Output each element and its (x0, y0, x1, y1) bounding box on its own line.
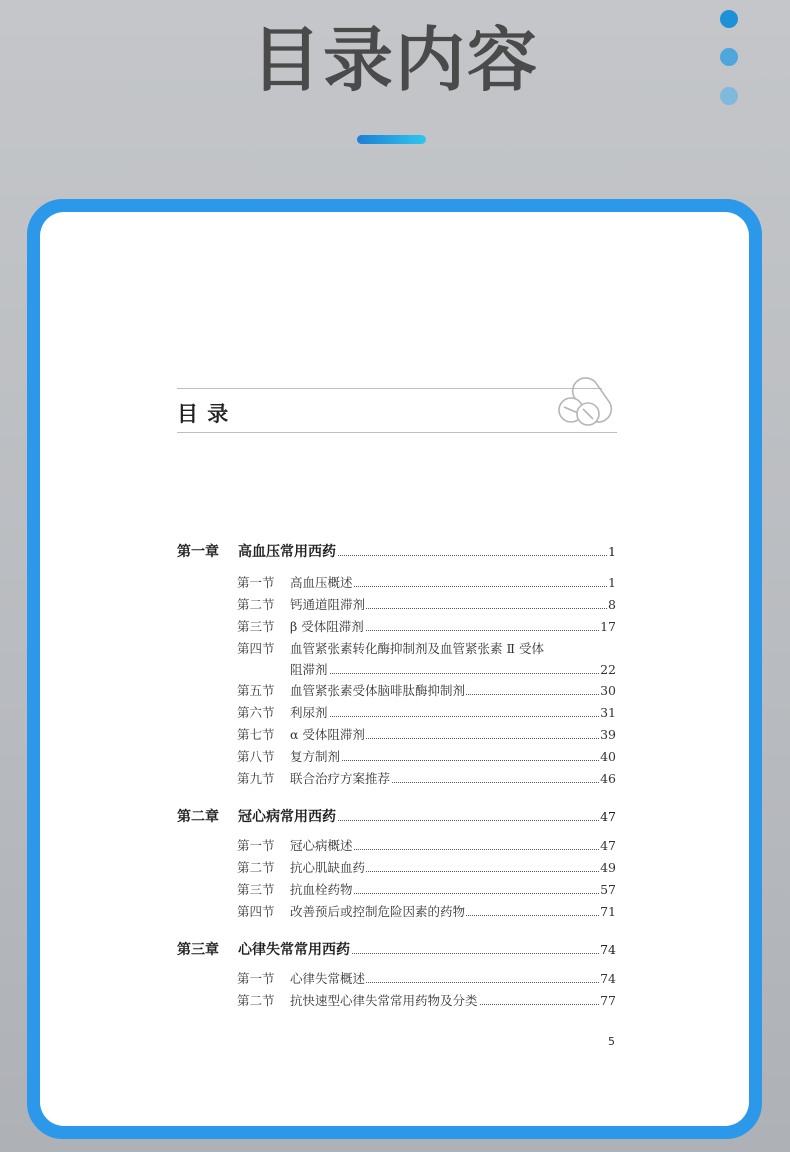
toc-entry-label: 第二节 (237, 597, 275, 612)
heading-top-rule (177, 388, 602, 389)
toc-entry-title: 血管紧张素转化酶抑制剂及血管紧张素 Ⅱ 受体 (290, 639, 545, 659)
toc-entry-title: β 受体阻滞剂 (290, 617, 365, 637)
toc-entry-label: 第七节 (237, 727, 275, 742)
toc-entry-label: 第九节 (237, 771, 275, 786)
toc-section-entry (40, 747, 749, 767)
dot-leader (290, 673, 609, 674)
toc-entry-title: 血管紧张素受体脑啡肽酶抑制剂 (290, 681, 466, 701)
toc-entry-title: 冠心病概述 (290, 836, 354, 856)
toc-entry-label: 第二章 (177, 809, 219, 825)
toc-chapter-entry (40, 940, 749, 960)
toc-entry-page: 1 (608, 542, 616, 562)
toc-entry-page: 22 (600, 660, 616, 680)
toc-section-entry (40, 703, 749, 723)
toc-entry-label: 第二节 (237, 860, 275, 875)
toc-section-entry (40, 902, 749, 922)
toc-entry-label: 第六节 (237, 705, 275, 720)
toc-entry-page: 31 (600, 703, 616, 723)
decorative-dot (720, 10, 738, 28)
toc-entry-title: 高血压概述 (290, 573, 354, 593)
toc-entry-label: 第二节 (237, 993, 275, 1008)
toc-entry-label: 第五节 (237, 683, 275, 698)
toc-entry-title: 抗快速型心律失常常用药物及分类 (290, 991, 479, 1011)
toc-section-entry (40, 639, 749, 659)
toc-section-entry (40, 617, 749, 637)
toc-entry-label: 第三节 (237, 619, 275, 634)
toc-entry-title: 冠心病常用西药 (238, 809, 336, 825)
toc-entry-title: 心律失常常用西药 (238, 942, 350, 958)
toc-entry-label: 第一节 (237, 971, 275, 986)
toc-entry-label: 第一节 (237, 575, 275, 590)
toc-entry-label: 第三章 (177, 942, 219, 958)
toc-entry-title: 联合治疗方案推荐 (290, 769, 391, 789)
toc-section-entry (40, 769, 749, 789)
toc-chapter-entry (40, 542, 749, 562)
toc-section-entry (40, 595, 749, 615)
toc-heading: 目 录 (177, 401, 230, 426)
toc-entry-label: 第四节 (237, 904, 275, 919)
toc-entry-page: 57 (600, 880, 616, 900)
toc-entry-label: 第八节 (237, 749, 275, 764)
toc-section-entry (40, 725, 749, 745)
toc-entry-page: 71 (600, 902, 616, 922)
pill-icon (553, 370, 619, 428)
toc-entry-title: 复方制剂 (290, 747, 341, 767)
toc-entry-page: 39 (600, 725, 616, 745)
toc-entry-label: 第一章 (177, 544, 219, 560)
toc-entry-label: 第一节 (237, 838, 275, 853)
toc-entry-title: 心律失常概述 (290, 969, 366, 989)
toc-entry-title: 钙通道阻滞剂 (290, 595, 366, 615)
book-page (40, 212, 749, 1126)
toc-entry-page: 47 (600, 807, 616, 827)
page-title: 目录内容 (251, 19, 539, 101)
toc-section-entry (40, 660, 749, 680)
toc-section-entry (40, 681, 749, 701)
toc-entry-title: 抗血栓药物 (290, 880, 354, 900)
toc-entry-page: 30 (600, 681, 616, 701)
toc-entry-page: 17 (600, 617, 616, 637)
toc-entry-page: 47 (600, 836, 616, 856)
toc-entry-title: 利尿剂 (290, 703, 329, 723)
toc-entry-title: 高血压常用西药 (238, 544, 336, 560)
toc-entry-page: 8 (608, 595, 616, 615)
toc-entry-page: 40 (600, 747, 616, 767)
toc-entry-label: 第三节 (237, 882, 275, 897)
toc-entry-page: 77 (600, 991, 616, 1011)
toc-entry-title: 抗心肌缺血药 (290, 858, 366, 878)
toc-section-entry (40, 836, 749, 856)
toc-entry-page: 74 (600, 940, 616, 960)
toc-entry-page: 1 (608, 573, 616, 593)
toc-section-entry (40, 991, 749, 1011)
toc-section-entry (40, 858, 749, 878)
title-accent-bar (357, 135, 426, 144)
toc-entry-page: 74 (600, 969, 616, 989)
toc-section-entry (40, 969, 749, 989)
toc-entry-title: 阻滞剂 (290, 660, 329, 680)
dot-leader (290, 716, 609, 717)
toc-entry-page: 46 (600, 769, 616, 789)
toc-entry-page: 49 (600, 858, 616, 878)
heading-bottom-rule (177, 432, 617, 433)
decorative-dot (720, 48, 738, 66)
toc-chapter-entry (40, 807, 749, 827)
page-number: 5 (608, 1035, 615, 1048)
toc-entry-title: 改善预后或控制危险因素的药物 (290, 902, 466, 922)
toc-section-entry (40, 573, 749, 593)
decorative-dot (720, 87, 738, 105)
toc-entry-label: 第四节 (237, 641, 275, 656)
toc-section-entry (40, 880, 749, 900)
toc-entry-title: α 受体阻滞剂 (290, 725, 366, 745)
